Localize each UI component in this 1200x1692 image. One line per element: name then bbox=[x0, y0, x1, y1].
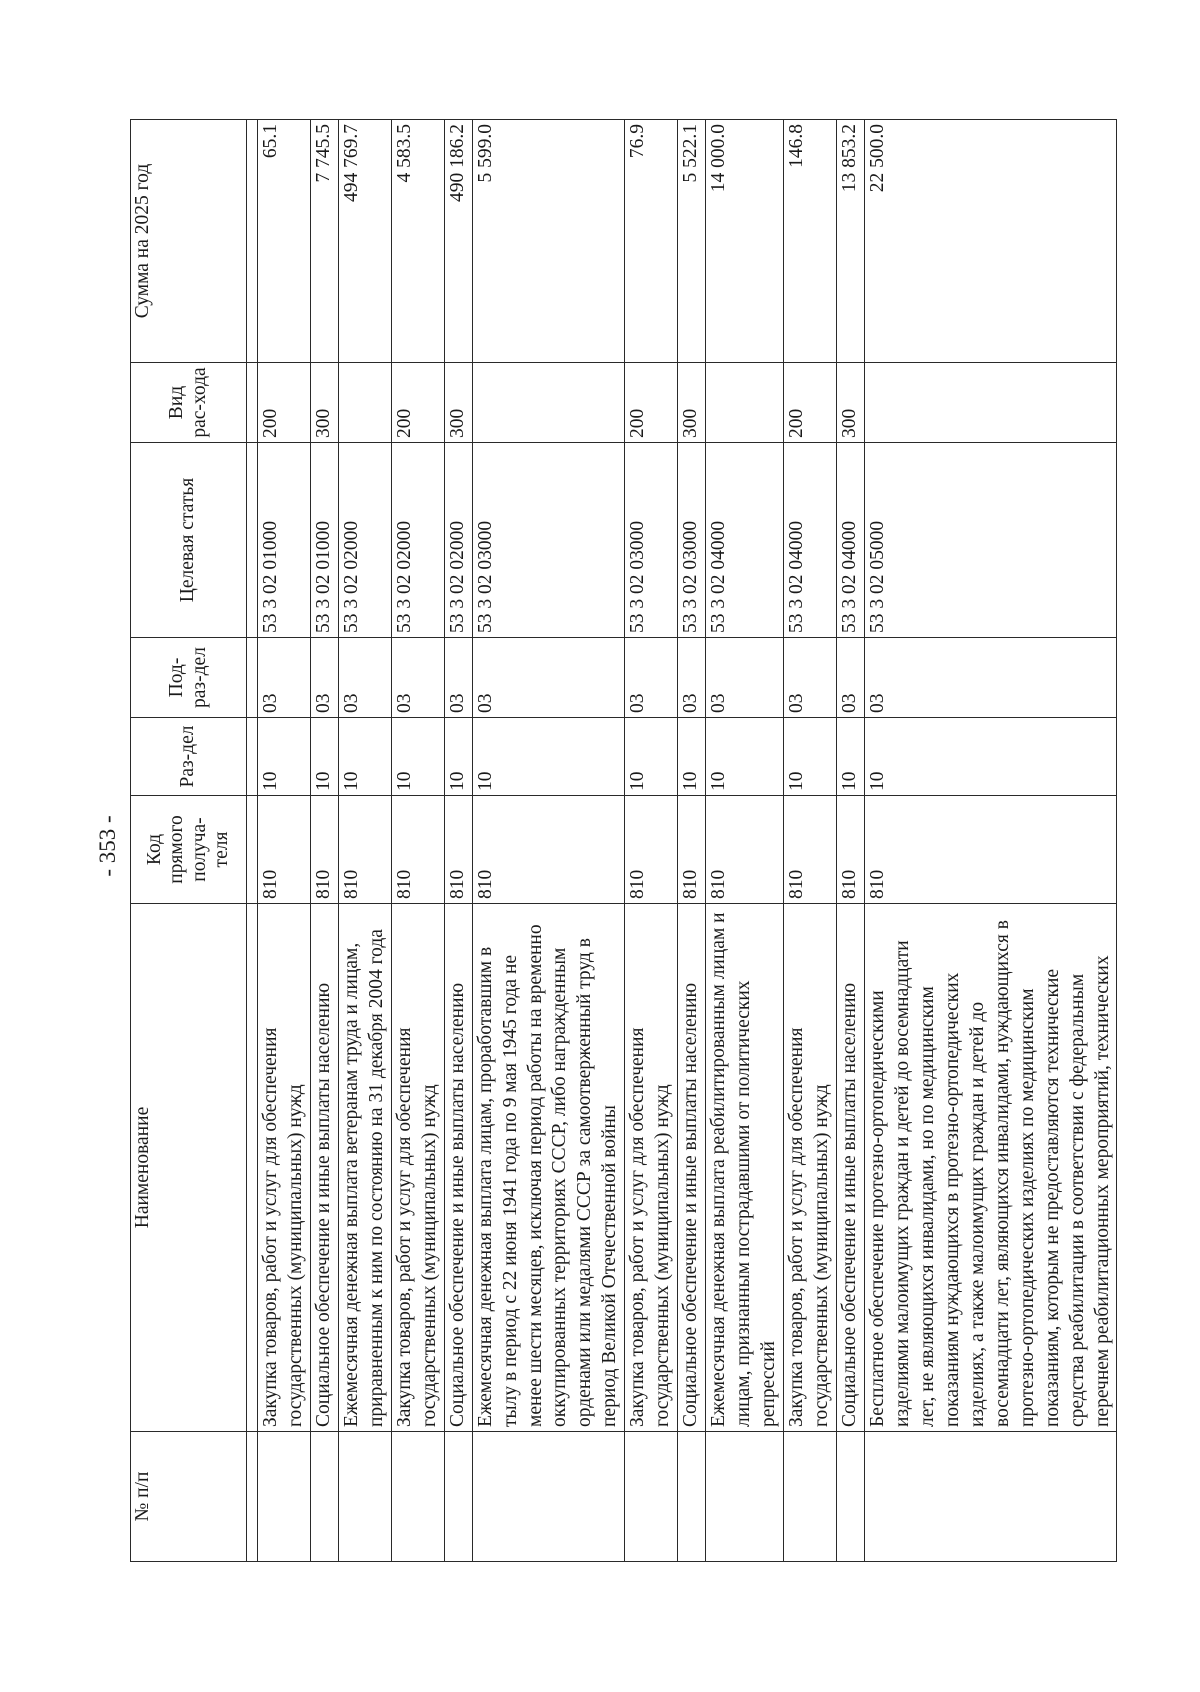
table-row bbox=[864, 120, 1117, 1562]
row-amount-cell: 13 853.2 bbox=[836, 120, 864, 363]
row-expense-type-cell bbox=[472, 363, 625, 443]
row-target-article-cell: 53 3 02 04000 bbox=[836, 443, 864, 638]
budget-table bbox=[130, 119, 1117, 1562]
table-row bbox=[444, 120, 472, 1562]
row-amount-cell: 5 522.1 bbox=[678, 120, 706, 363]
row-name-cell: Социальное обеспечение и иные выплаты населению bbox=[444, 904, 472, 1432]
row-section-cell: 10 bbox=[391, 718, 444, 796]
row-recipient-code-cell: 810 bbox=[706, 796, 784, 904]
table-row bbox=[258, 120, 311, 1562]
row-expense-type-cell: 200 bbox=[784, 363, 837, 443]
row-num-cell bbox=[258, 1432, 311, 1562]
row-target-article-cell: 53 3 02 05000 bbox=[864, 443, 1117, 638]
header-name: Наименование bbox=[131, 904, 247, 1432]
row-target-article-cell: 53 3 02 01000 bbox=[258, 443, 311, 638]
row-target-article-cell: 53 3 02 04000 bbox=[706, 443, 784, 638]
row-target-article-cell: 53 3 02 03000 bbox=[472, 443, 625, 638]
row-subsection-cell: 03 bbox=[706, 638, 784, 718]
header-recipient-code: Код прямого получа-теля bbox=[131, 796, 247, 904]
row-recipient-code-cell: 810 bbox=[444, 796, 472, 904]
row-recipient-code-cell: 810 bbox=[864, 796, 1117, 904]
row-num-cell bbox=[784, 1432, 837, 1562]
row-name-cell: Закупка товаров, работ и услуг для обеспечения государственных (муниципальных) нужд bbox=[784, 904, 837, 1432]
row-section-cell: 10 bbox=[706, 718, 784, 796]
row-target-article-cell: 53 3 02 04000 bbox=[784, 443, 837, 638]
table-row bbox=[310, 120, 338, 1562]
row-target-article-cell: 53 3 02 02000 bbox=[444, 443, 472, 638]
row-recipient-code-cell: 810 bbox=[784, 796, 837, 904]
row-name-cell: Социальное обеспечение и иные выплаты населению bbox=[678, 904, 706, 1432]
row-subsection-cell: 03 bbox=[625, 638, 678, 718]
row-recipient-code-cell: 810 bbox=[310, 796, 338, 904]
row-section-cell: 10 bbox=[836, 718, 864, 796]
row-subsection-cell: 03 bbox=[784, 638, 837, 718]
row-recipient-code-cell: 810 bbox=[338, 796, 391, 904]
table-row bbox=[472, 120, 625, 1562]
table-row bbox=[625, 120, 678, 1562]
row-name-cell: Закупка товаров, работ и услуг для обеспечения государственных (муниципальных) нужд bbox=[258, 904, 311, 1432]
row-name-cell: Социальное обеспечение и иные выплаты населению bbox=[310, 904, 338, 1432]
row-subsection-cell: 03 bbox=[391, 638, 444, 718]
table-row bbox=[706, 120, 784, 1562]
row-target-article-cell: 53 3 02 02000 bbox=[391, 443, 444, 638]
table-row bbox=[836, 120, 864, 1562]
row-section-cell: 10 bbox=[444, 718, 472, 796]
row-target-article-cell: 53 3 02 02000 bbox=[338, 443, 391, 638]
row-recipient-code-cell: 810 bbox=[678, 796, 706, 904]
row-name-cell: Бесплатное обеспечение протезно-ортопедическими изделиями малоимущих граждан и детей до восемнадцати лет, не являющихся инвалидами, но по медицинским показаниям нуждающихся в протезно-ортопедических изделиях, а также малоимущих граждан и детей до восемнадцати лет, являющихся инвалидами, нуждающихся в протезно-ортопедических изделиях по медицинским показаниям, которым не предоставляются технические средства реабилитации в соответствии с федеральным перечнем реабилитационных мероприятий, технических bbox=[864, 904, 1117, 1432]
row-subsection-cell: 03 bbox=[310, 638, 338, 718]
table-row bbox=[784, 120, 837, 1562]
row-subsection-cell: 03 bbox=[338, 638, 391, 718]
row-num-cell bbox=[836, 1432, 864, 1562]
header-num: № п/п bbox=[131, 1432, 247, 1562]
header-target-article: Целевая статья bbox=[131, 443, 247, 638]
row-num-cell bbox=[444, 1432, 472, 1562]
page-number: - 353 - bbox=[95, 815, 120, 877]
row-amount-cell: 4 583.5 bbox=[391, 120, 444, 363]
row-num-cell bbox=[864, 1432, 1117, 1562]
header-subsection: Под-раз-дел bbox=[131, 638, 247, 718]
row-amount-cell: 7 745.5 bbox=[310, 120, 338, 363]
table-row bbox=[391, 120, 444, 1562]
row-section-cell: 10 bbox=[625, 718, 678, 796]
row-name-cell: Ежемесячная денежная выплата реабилитированным лицам и лицам, признанным пострадавшими от политических репрессий bbox=[706, 904, 784, 1432]
row-subsection-cell: 03 bbox=[678, 638, 706, 718]
row-target-article-cell: 53 3 02 03000 bbox=[678, 443, 706, 638]
table-row bbox=[678, 120, 706, 1562]
row-amount-cell: 490 186.2 bbox=[444, 120, 472, 363]
row-amount-cell: 146.8 bbox=[784, 120, 837, 363]
header-expense-type: Вид рас-хода bbox=[131, 363, 247, 443]
row-recipient-code-cell: 810 bbox=[258, 796, 311, 904]
row-subsection-cell: 03 bbox=[472, 638, 625, 718]
row-subsection-cell: 03 bbox=[258, 638, 311, 718]
row-section-cell: 10 bbox=[338, 718, 391, 796]
row-amount-cell: 494 769.7 bbox=[338, 120, 391, 363]
row-subsection-cell: 03 bbox=[444, 638, 472, 718]
row-recipient-code-cell: 810 bbox=[625, 796, 678, 904]
row-num-cell bbox=[625, 1432, 678, 1562]
row-name-cell: Ежемесячная денежная выплата лицам, проработавшим в тылу в период с 22 июня 1941 года по 9 мая 1945 года не менее шести месяцев, исключая период работы на временно оккупированных территориях СССР, либо награжденным орденами или медалями СССР за самоотверженный труд в период Великой Отечественной войны bbox=[472, 904, 625, 1432]
row-recipient-code-cell: 810 bbox=[391, 796, 444, 904]
row-expense-type-cell bbox=[706, 363, 784, 443]
row-section-cell: 10 bbox=[678, 718, 706, 796]
row-section-cell: 10 bbox=[310, 718, 338, 796]
row-expense-type-cell: 300 bbox=[836, 363, 864, 443]
table-header-row bbox=[131, 120, 247, 1562]
rotated-table-container bbox=[130, 120, 1113, 1562]
row-name-cell: Закупка товаров, работ и услуг для обеспечения государственных (муниципальных) нужд bbox=[391, 904, 444, 1432]
row-amount-cell: 22 500.0 bbox=[864, 120, 1117, 363]
row-expense-type-cell: 200 bbox=[391, 363, 444, 443]
row-amount-cell: 76.9 bbox=[625, 120, 678, 363]
row-expense-type-cell: 300 bbox=[310, 363, 338, 443]
row-expense-type-cell: 300 bbox=[444, 363, 472, 443]
row-expense-type-cell: 200 bbox=[625, 363, 678, 443]
row-section-cell: 10 bbox=[258, 718, 311, 796]
row-section-cell: 10 bbox=[472, 718, 625, 796]
row-target-article-cell: 53 3 02 03000 bbox=[625, 443, 678, 638]
header-section: Раз-дел bbox=[131, 718, 247, 796]
row-recipient-code-cell: 810 bbox=[472, 796, 625, 904]
row-recipient-code-cell: 810 bbox=[836, 796, 864, 904]
row-expense-type-cell: 200 bbox=[258, 363, 311, 443]
header-spacer-row bbox=[247, 120, 258, 1562]
row-num-cell bbox=[391, 1432, 444, 1562]
row-amount-cell: 5 599.0 bbox=[472, 120, 625, 363]
row-num-cell bbox=[472, 1432, 625, 1562]
row-target-article-cell: 53 3 02 01000 bbox=[310, 443, 338, 638]
row-num-cell bbox=[678, 1432, 706, 1562]
row-expense-type-cell bbox=[338, 363, 391, 443]
row-amount-cell: 14 000.0 bbox=[706, 120, 784, 363]
row-name-cell: Социальное обеспечение и иные выплаты населению bbox=[836, 904, 864, 1432]
row-subsection-cell: 03 bbox=[864, 638, 1117, 718]
row-name-cell: Закупка товаров, работ и услуг для обеспечения государственных (муниципальных) нужд bbox=[625, 904, 678, 1432]
row-num-cell bbox=[706, 1432, 784, 1562]
row-amount-cell: 65.1 bbox=[258, 120, 311, 363]
row-subsection-cell: 03 bbox=[836, 638, 864, 718]
row-num-cell bbox=[338, 1432, 391, 1562]
row-section-cell: 10 bbox=[864, 718, 1117, 796]
table-row bbox=[338, 120, 391, 1562]
row-expense-type-cell bbox=[864, 363, 1117, 443]
header-amount: Сумма на 2025 год bbox=[131, 120, 247, 363]
row-num-cell bbox=[310, 1432, 338, 1562]
row-name-cell: Ежемесячная денежная выплата ветеранам труда и лицам, приравненным к ним по состоянию на 31 декабря 2004 года bbox=[338, 904, 391, 1432]
row-expense-type-cell: 300 bbox=[678, 363, 706, 443]
row-section-cell: 10 bbox=[784, 718, 837, 796]
